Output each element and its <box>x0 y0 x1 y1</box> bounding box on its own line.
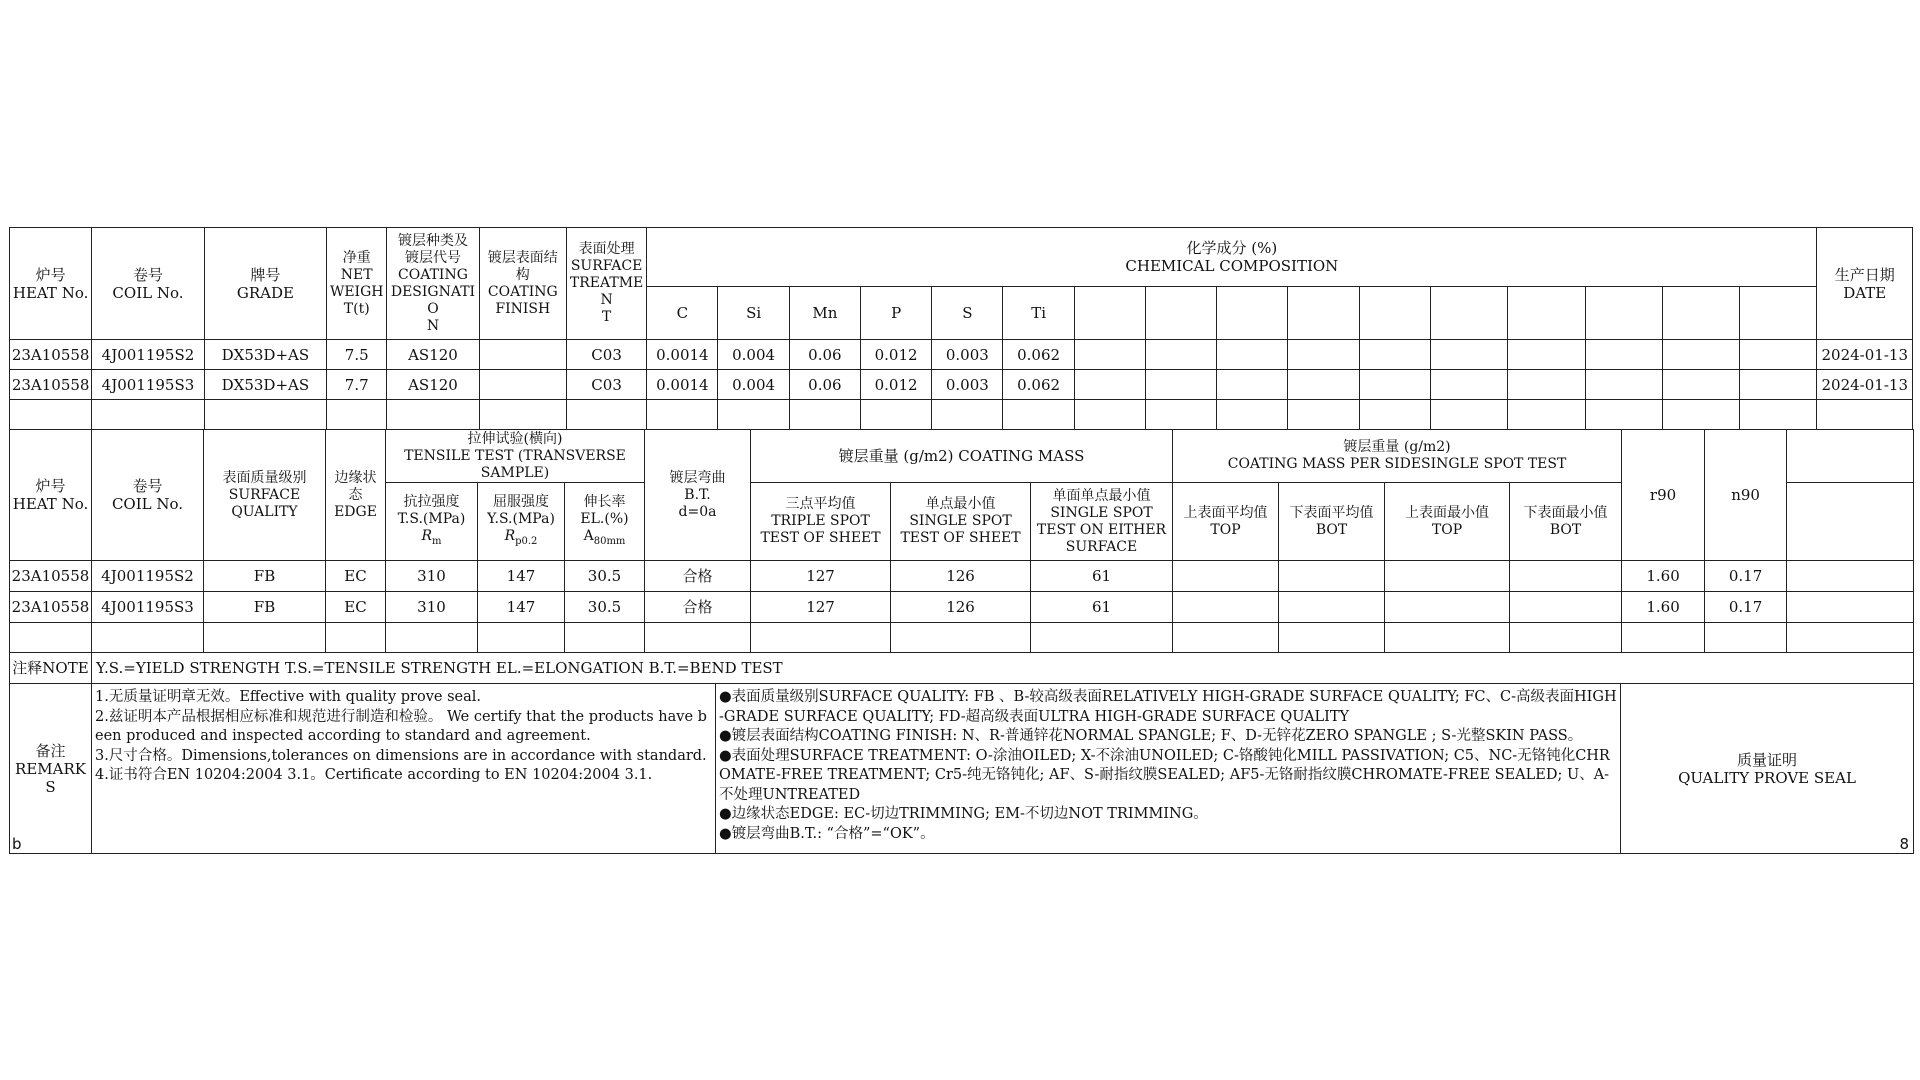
element-p-header: P <box>860 287 931 340</box>
element-c-cell: 0.0014 <box>647 370 718 400</box>
element-mn-cell: 0.06 <box>789 370 860 400</box>
empty-cell <box>92 400 204 430</box>
empty-cell <box>479 400 566 430</box>
tensile-strength-cell: 310 <box>386 592 478 623</box>
empty-element-header <box>1430 287 1507 340</box>
coil-no-cell: 4J001195S2 <box>92 340 204 370</box>
date-header: 生产日期 DATE <box>1817 228 1913 340</box>
date-cell: 2024-01-13 <box>1817 340 1913 370</box>
empty-cell <box>1585 400 1662 430</box>
empty-cell <box>387 400 479 430</box>
empty-cell <box>1622 623 1705 653</box>
remarks-table <box>9 683 1914 854</box>
table-row <box>10 370 1913 400</box>
empty-cell <box>1217 370 1288 400</box>
empty-cell <box>1385 561 1510 592</box>
r90-cell: 1.60 <box>1622 592 1705 623</box>
coating-designation-cell: AS120 <box>387 370 479 400</box>
edge-cell: EC <box>326 592 386 623</box>
empty-cell <box>10 400 92 430</box>
remark-item: 3.尺寸合格。Dimensions,tolerances on dimensions are in accordance with standard. <box>95 747 707 764</box>
empty-element-header <box>1145 287 1216 340</box>
coating-mass-per-side-header: 镀层重量 (g/m2) COATING MASS PER SIDESINGLE SPOT TEST <box>1173 430 1622 483</box>
surface-treatment-cell: C03 <box>566 370 646 400</box>
mechanical-properties-table <box>9 429 1914 653</box>
triple-spot-cell: 127 <box>751 561 891 592</box>
edge-cell: EC <box>326 561 386 592</box>
empty-cell <box>1508 370 1585 400</box>
empty-header <box>1787 430 1914 483</box>
empty-cell <box>1359 370 1430 400</box>
empty-cell <box>718 400 789 430</box>
empty-header <box>1787 483 1914 561</box>
empty-cell <box>1508 400 1585 430</box>
bend-test-cell: 合格 <box>645 561 751 592</box>
element-p-cell: 0.012 <box>860 370 931 400</box>
legend-item: ●镀层表面结构COATING FINISH: N、R-普通锌花NORMAL SPANGLE; F、D-无锌花ZERO SPANGLE ; S-光整SKIN PASS。 <box>719 728 1583 744</box>
coil-no-header: 卷号 COIL No. <box>92 228 204 340</box>
empty-cell <box>386 623 478 653</box>
remark-item: 1.无质量证明章无效。Effective with quality prove seal. <box>95 689 481 705</box>
n90-cell: 0.17 <box>1705 561 1787 592</box>
empty-cell <box>92 623 204 653</box>
table-row <box>10 400 1913 430</box>
heat-no-header: 炉号 HEAT No. <box>10 430 92 561</box>
surface-treatment-cell: C03 <box>566 340 646 370</box>
empty-element-header <box>1288 287 1359 340</box>
legend-item: ●镀层弯曲B.T.: “合格”=“OK”。 <box>719 825 935 842</box>
empty-cell <box>1662 340 1739 370</box>
element-mn-cell: 0.06 <box>789 340 860 370</box>
element-si-header: Si <box>718 287 789 340</box>
element-p-cell: 0.012 <box>860 340 931 370</box>
element-ti-cell: 0.062 <box>1003 370 1074 400</box>
empty-element-header <box>1740 287 1817 340</box>
coating-mass-header: 镀层重量 (g/m2) COATING MASS <box>751 430 1173 483</box>
remark-item: 2.兹证明本产品根据相应标准和规范进行制造和检验。 We certify that the products have been produced and inspected according to standard and agreement. <box>95 708 707 744</box>
elongation-cell: 30.5 <box>565 592 645 623</box>
r90-cell: 1.60 <box>1622 561 1705 592</box>
single-spot-either-cell: 61 <box>1031 592 1173 623</box>
table-row <box>10 561 1914 592</box>
surface-treatment-header: 表面处理 SURFACE TREATMEN T <box>566 228 646 340</box>
yield-strength-cell: 147 <box>478 561 565 592</box>
element-c-header: C <box>647 287 718 340</box>
remark-item: 4.证书符合EN 10204:2004 3.1。Certificate according to EN 10204:2004 3.1. <box>95 767 653 783</box>
net-weight-header: 净重 NET WEIGH T(t) <box>327 228 387 340</box>
empty-cell <box>1145 400 1216 430</box>
yield-strength-cell: 147 <box>478 592 565 623</box>
empty-cell <box>565 623 645 653</box>
edge-header: 边缘状 态 EDGE <box>326 430 386 561</box>
empty-cell <box>1585 370 1662 400</box>
triple-spot-header: 三点平均值 TRIPLE SPOT TEST OF SHEET <box>751 483 891 561</box>
yield-strength-header: 屈服强度 Y.S.(MPa) $R_{p0.2}$ <box>478 483 565 561</box>
single-spot-min-cell: 126 <box>891 592 1031 623</box>
empty-cell <box>1359 400 1430 430</box>
coil-no-cell: 4J001195S3 <box>92 592 204 623</box>
heat-no-cell: 23A10558 <box>10 340 92 370</box>
empty-element-header <box>1585 287 1662 340</box>
empty-cell <box>1662 400 1739 430</box>
table-row <box>10 340 1913 370</box>
quality-prove-seal: 质量证明 QUALITY PROVE SEAL 8 <box>1621 684 1914 854</box>
net-weight-cell: 7.5 <box>327 340 387 370</box>
element-si-cell: 0.004 <box>718 370 789 400</box>
empty-cell <box>860 400 931 430</box>
heat-no-header: 炉号 HEAT No. <box>10 228 92 340</box>
empty-cell <box>1074 340 1145 370</box>
empty-cell <box>751 623 891 653</box>
empty-element-header <box>1508 287 1585 340</box>
empty-cell <box>10 623 92 653</box>
empty-cell <box>327 400 387 430</box>
empty-cell <box>1385 592 1510 623</box>
bend-test-header: 镀层弯曲 B.T. d=0a <box>645 430 751 561</box>
element-s-cell: 0.003 <box>932 340 1003 370</box>
triple-spot-cell: 127 <box>751 592 891 623</box>
empty-cell <box>1510 623 1622 653</box>
remarks-label: 备注 REMARKS b <box>10 684 92 854</box>
chemical-composition-table <box>9 227 1913 430</box>
n90-cell: 0.17 <box>1705 592 1787 623</box>
empty-cell <box>1288 400 1359 430</box>
coil-no-header: 卷号 COIL No. <box>92 430 204 561</box>
table-row <box>10 592 1914 623</box>
element-s-cell: 0.003 <box>932 370 1003 400</box>
empty-cell <box>1359 340 1430 370</box>
empty-cell <box>1173 623 1279 653</box>
empty-cell <box>1817 400 1913 430</box>
coating-finish-header: 镀层表面结 构 COATING FINISH <box>479 228 566 340</box>
empty-cell <box>1074 400 1145 430</box>
empty-cell <box>1508 340 1585 370</box>
empty-cell <box>1430 400 1507 430</box>
empty-cell <box>1430 370 1507 400</box>
element-ti-header: Ti <box>1003 287 1074 340</box>
empty-cell <box>1510 592 1622 623</box>
empty-cell <box>1430 340 1507 370</box>
empty-cell <box>1031 623 1173 653</box>
chemical-composition-header: 化学成分 (%) CHEMICAL COMPOSITION <box>647 228 1817 287</box>
empty-cell <box>1662 370 1739 400</box>
bottom-minimum-header: 下表面最小值 BOT <box>1510 483 1622 561</box>
coating-finish-cell <box>479 370 566 400</box>
empty-cell <box>1787 592 1914 623</box>
surface-quality-cell: FB <box>204 592 326 623</box>
elongation-cell: 30.5 <box>565 561 645 592</box>
heat-no-cell: 23A10558 <box>10 561 92 592</box>
top-average-header: 上表面平均值 TOP <box>1173 483 1279 561</box>
legend-item: ●边缘状态EDGE: EC-切边TRIMMING; EM-不切边NOT TRIMMING。 <box>719 806 1208 822</box>
empty-cell <box>645 623 751 653</box>
bottom-average-header: 下表面平均值 BOT <box>1279 483 1385 561</box>
empty-cell <box>1173 561 1279 592</box>
empty-cell <box>1145 340 1216 370</box>
empty-cell <box>1705 623 1787 653</box>
empty-cell <box>1279 592 1385 623</box>
empty-element-header <box>1359 287 1430 340</box>
empty-cell <box>1585 340 1662 370</box>
empty-element-header <box>1662 287 1739 340</box>
empty-cell <box>1288 340 1359 370</box>
legend-item: ●表面处理SURFACE TREATMENT: O-涂油OILED; X-不涂油UNOILED; C-铬酸钝化MILL PASSIVATION; C5、NC-无铬钝化CHROMATE-FREE TREATMENT; Cr5-纯无铬钝化; AF、S-耐指纹膜SEALED; AF5-无铬耐指纹膜CHROMATE-FREE SEALED; U、A-不处理UNTREATED <box>719 747 1610 803</box>
coil-no-cell: 4J001195S2 <box>92 561 204 592</box>
empty-cell <box>1074 370 1145 400</box>
empty-cell <box>1217 400 1288 430</box>
coating-designation-header: 镀层种类及 镀层代号 COATING DESIGNATIO N <box>387 228 479 340</box>
empty-cell <box>1787 561 1914 592</box>
note-label: 注释NOTE <box>10 653 92 684</box>
page-number: 8 <box>1899 835 1909 853</box>
empty-cell <box>647 400 718 430</box>
empty-cell <box>1787 623 1914 653</box>
single-spot-either-cell: 61 <box>1031 561 1173 592</box>
empty-cell <box>932 400 1003 430</box>
empty-cell <box>1279 561 1385 592</box>
coating-finish-cell <box>479 340 566 370</box>
net-weight-cell: 7.7 <box>327 370 387 400</box>
code-legend <box>716 684 1621 854</box>
empty-cell <box>566 400 646 430</box>
empty-cell <box>1740 370 1817 400</box>
empty-element-header <box>1074 287 1145 340</box>
coil-no-cell: 4J001195S3 <box>92 370 204 400</box>
bend-test-cell: 合格 <box>645 592 751 623</box>
n90-header: n90 <box>1705 430 1787 561</box>
empty-cell <box>1385 623 1510 653</box>
element-c-cell: 0.0014 <box>647 340 718 370</box>
tensile-test-header: 拉伸试验(横向) TENSILE TEST (TRANSVERSE SAMPLE) <box>386 430 645 483</box>
element-s-header: S <box>932 287 1003 340</box>
grade-cell: DX53D+AS <box>204 340 326 370</box>
empty-cell <box>1003 400 1074 430</box>
empty-cell <box>891 623 1031 653</box>
empty-cell <box>1740 340 1817 370</box>
empty-cell <box>1510 561 1622 592</box>
empty-cell <box>789 400 860 430</box>
empty-cell <box>1145 370 1216 400</box>
tensile-strength-header: 抗拉强度 T.S.(MPa) $R_m$ <box>386 483 478 561</box>
surface-quality-header: 表面质量级别 SURFACE QUALITY <box>204 430 326 561</box>
element-si-cell: 0.004 <box>718 340 789 370</box>
date-cell: 2024-01-13 <box>1817 370 1913 400</box>
single-spot-either-surface-header: 单面单点最小值 SINGLE SPOT TEST ON EITHER SURFACE <box>1031 483 1173 561</box>
empty-cell <box>204 400 326 430</box>
remarks-statements <box>92 684 716 854</box>
empty-cell <box>1740 400 1817 430</box>
single-spot-min-header: 单点最小值 SINGLE SPOT TEST OF SHEET <box>891 483 1031 561</box>
legend-item: ●表面质量级别SURFACE QUALITY: FB 、B-较高级表面RELATIVELY HIGH-GRADE SURFACE QUALITY; FC、C-高级表面HIGH-GRADE SURFACE QUALITY; FD-超高级表面ULTRA HIGH-GRADE SURFACE QUALITY <box>719 689 1617 725</box>
note-table <box>9 652 1914 684</box>
empty-cell <box>1173 592 1279 623</box>
heat-no-cell: 23A10558 <box>10 592 92 623</box>
tensile-strength-cell: 310 <box>386 561 478 592</box>
empty-cell <box>1288 370 1359 400</box>
corner-mark-b: b <box>12 835 22 853</box>
top-minimum-header: 上表面最小值 TOP <box>1385 483 1510 561</box>
single-spot-min-cell: 126 <box>891 561 1031 592</box>
r90-header: r90 <box>1622 430 1705 561</box>
empty-cell <box>326 623 386 653</box>
empty-cell <box>204 623 326 653</box>
note-text: Y.S.=YIELD STRENGTH T.S.=TENSILE STRENGTH EL.=ELONGATION B.T.=BEND TEST <box>92 653 1914 684</box>
coating-designation-cell: AS120 <box>387 340 479 370</box>
element-mn-header: Mn <box>789 287 860 340</box>
empty-cell <box>1217 340 1288 370</box>
surface-quality-cell: FB <box>204 561 326 592</box>
empty-element-header <box>1217 287 1288 340</box>
empty-cell <box>1279 623 1385 653</box>
elongation-header: 伸长率 EL.(%) $A_{80mm}$ <box>565 483 645 561</box>
element-ti-cell: 0.062 <box>1003 340 1074 370</box>
empty-cell <box>478 623 565 653</box>
grade-header: 牌号 GRADE <box>204 228 326 340</box>
grade-cell: DX53D+AS <box>204 370 326 400</box>
heat-no-cell: 23A10558 <box>10 370 92 400</box>
table-row <box>10 623 1914 653</box>
